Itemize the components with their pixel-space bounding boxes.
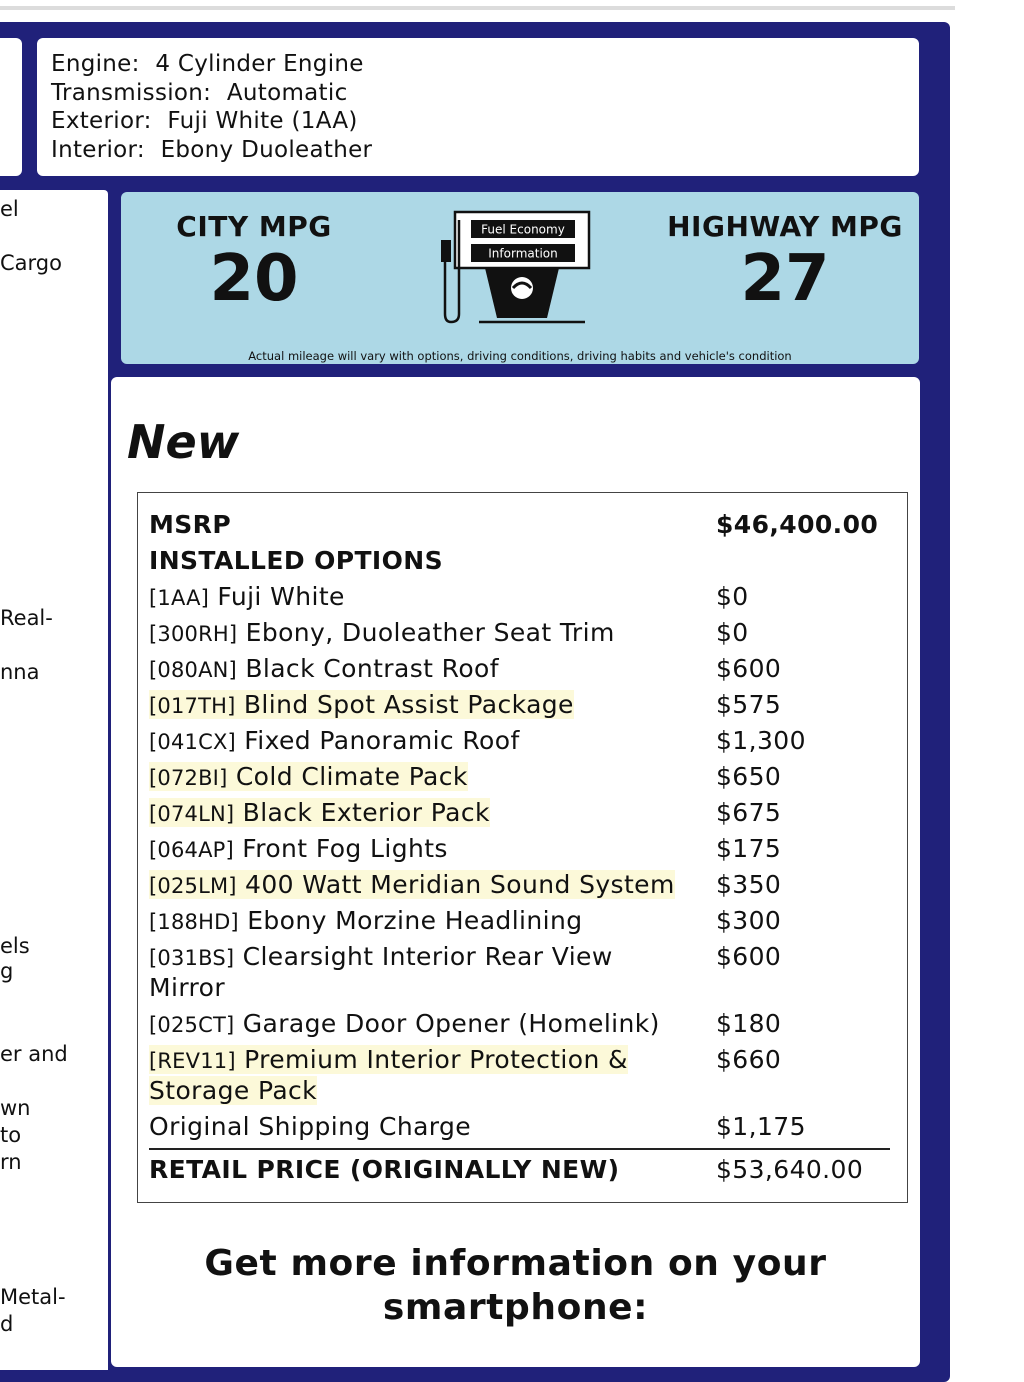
option-row-highlighted: [REV11] Premium Interior Protection & xyxy=(149,1045,628,1074)
left-fragment: to xyxy=(0,1123,22,1147)
spec-exterior: Exterior: Fuji White (1AA) xyxy=(51,108,358,134)
left-fragment: el xyxy=(0,197,19,221)
left-fragment: els xyxy=(0,934,30,958)
option-price: $600 xyxy=(716,654,782,683)
highway-mpg xyxy=(665,210,905,315)
left-fragment: wn xyxy=(0,1096,31,1120)
highway-mpg-label: HIGHWAY MPG xyxy=(667,210,903,243)
left-fragment: g xyxy=(0,959,14,983)
spec-transmission: Transmission: Automatic xyxy=(51,79,348,106)
left-fragment: Real- xyxy=(0,606,53,630)
vehicle-specs-panel xyxy=(37,38,919,176)
option-price: $1,300 xyxy=(716,726,806,755)
msrp-label: MSRP xyxy=(149,510,232,539)
shipping-label: Original Shipping Charge xyxy=(149,1112,472,1141)
option-price: $175 xyxy=(716,834,782,863)
left-fragment: rn xyxy=(0,1150,22,1174)
left-features-column xyxy=(0,190,108,1370)
option-row: [041CX] Fixed Panoramic Roof xyxy=(149,726,520,755)
pump-sign-line1: Fuel Economy xyxy=(481,222,565,237)
option-price: $660 xyxy=(716,1045,782,1074)
option-row-highlighted: [072BI] Cold Climate Pack xyxy=(149,762,468,791)
option-row: [031BS] Clearsight Interior Rear View xyxy=(149,942,613,971)
city-mpg-value: 20 xyxy=(209,242,299,316)
spec-engine: Engine: 4 Cylinder Engine xyxy=(51,51,364,77)
pump-sign-line2: Information xyxy=(488,246,558,261)
left-fragment: d xyxy=(0,1312,14,1336)
city-mpg-label: CITY MPG xyxy=(176,210,332,243)
option-price: $675 xyxy=(716,798,782,827)
shipping-value: $1,175 xyxy=(716,1112,806,1141)
left-fragment: er and xyxy=(0,1042,68,1066)
option-price: $575 xyxy=(716,690,782,719)
left-fragment: Metal- xyxy=(0,1285,66,1309)
left-fragment: nna xyxy=(0,660,40,684)
retail-price-value: $53,640.00 xyxy=(716,1155,864,1184)
option-price: $350 xyxy=(716,870,782,899)
smartphone-info-heading: Get more information on your smartphone: xyxy=(204,1243,827,1328)
left-panel-stub xyxy=(0,38,22,176)
option-price: $300 xyxy=(716,906,782,935)
option-price: $650 xyxy=(716,762,782,791)
vehicle-condition: New xyxy=(127,415,240,469)
option-row: [025CT] Garage Door Opener (Homelink) xyxy=(149,1009,660,1038)
total-divider xyxy=(149,1148,890,1150)
fuel-economy-panel xyxy=(121,192,919,364)
option-row-highlighted: [025LM] 400 Watt Meridian Sound System xyxy=(149,870,675,899)
option-row-highlighted: [074LN] Black Exterior Pack xyxy=(149,798,490,827)
option-row: [064AP] Front Fog Lights xyxy=(149,834,448,863)
option-price: $0 xyxy=(716,582,749,611)
option-row-continuation: Storage Pack xyxy=(149,1076,318,1105)
spec-interior: Interior: Ebony Duoleather xyxy=(51,136,373,163)
installed-options-heading: INSTALLED OPTIONS xyxy=(149,546,443,575)
mileage-disclaimer: Actual mileage will vary with options, driving conditions, driving habits and vehicle's condition xyxy=(248,349,792,363)
retail-price-label: RETAIL PRICE (ORIGINALLY NEW) xyxy=(149,1155,620,1184)
option-price: $0 xyxy=(716,618,749,647)
option-row: [080AN] Black Contrast Roof xyxy=(149,654,499,683)
left-fragment: Cargo xyxy=(0,251,62,275)
option-row: [188HD] Ebony Morzine Headlining xyxy=(149,906,583,935)
option-price: $600 xyxy=(716,942,782,971)
option-row-highlighted: [017TH] Blind Spot Assist Package xyxy=(149,690,574,719)
top-divider xyxy=(0,6,955,10)
highway-mpg-value: 27 xyxy=(740,242,830,316)
city-mpg xyxy=(134,210,374,315)
option-row: [300RH] Ebony, Duoleather Seat Trim xyxy=(149,618,615,647)
msrp-value: $46,400.00 xyxy=(716,510,879,539)
option-price: $180 xyxy=(716,1009,782,1038)
pricing-panel xyxy=(111,377,920,1367)
option-row: [1AA] Fuji White xyxy=(149,582,345,611)
price-table xyxy=(137,492,908,1203)
fuel-pump-icon xyxy=(439,206,599,334)
option-row-continuation: Mirror xyxy=(149,973,226,1002)
